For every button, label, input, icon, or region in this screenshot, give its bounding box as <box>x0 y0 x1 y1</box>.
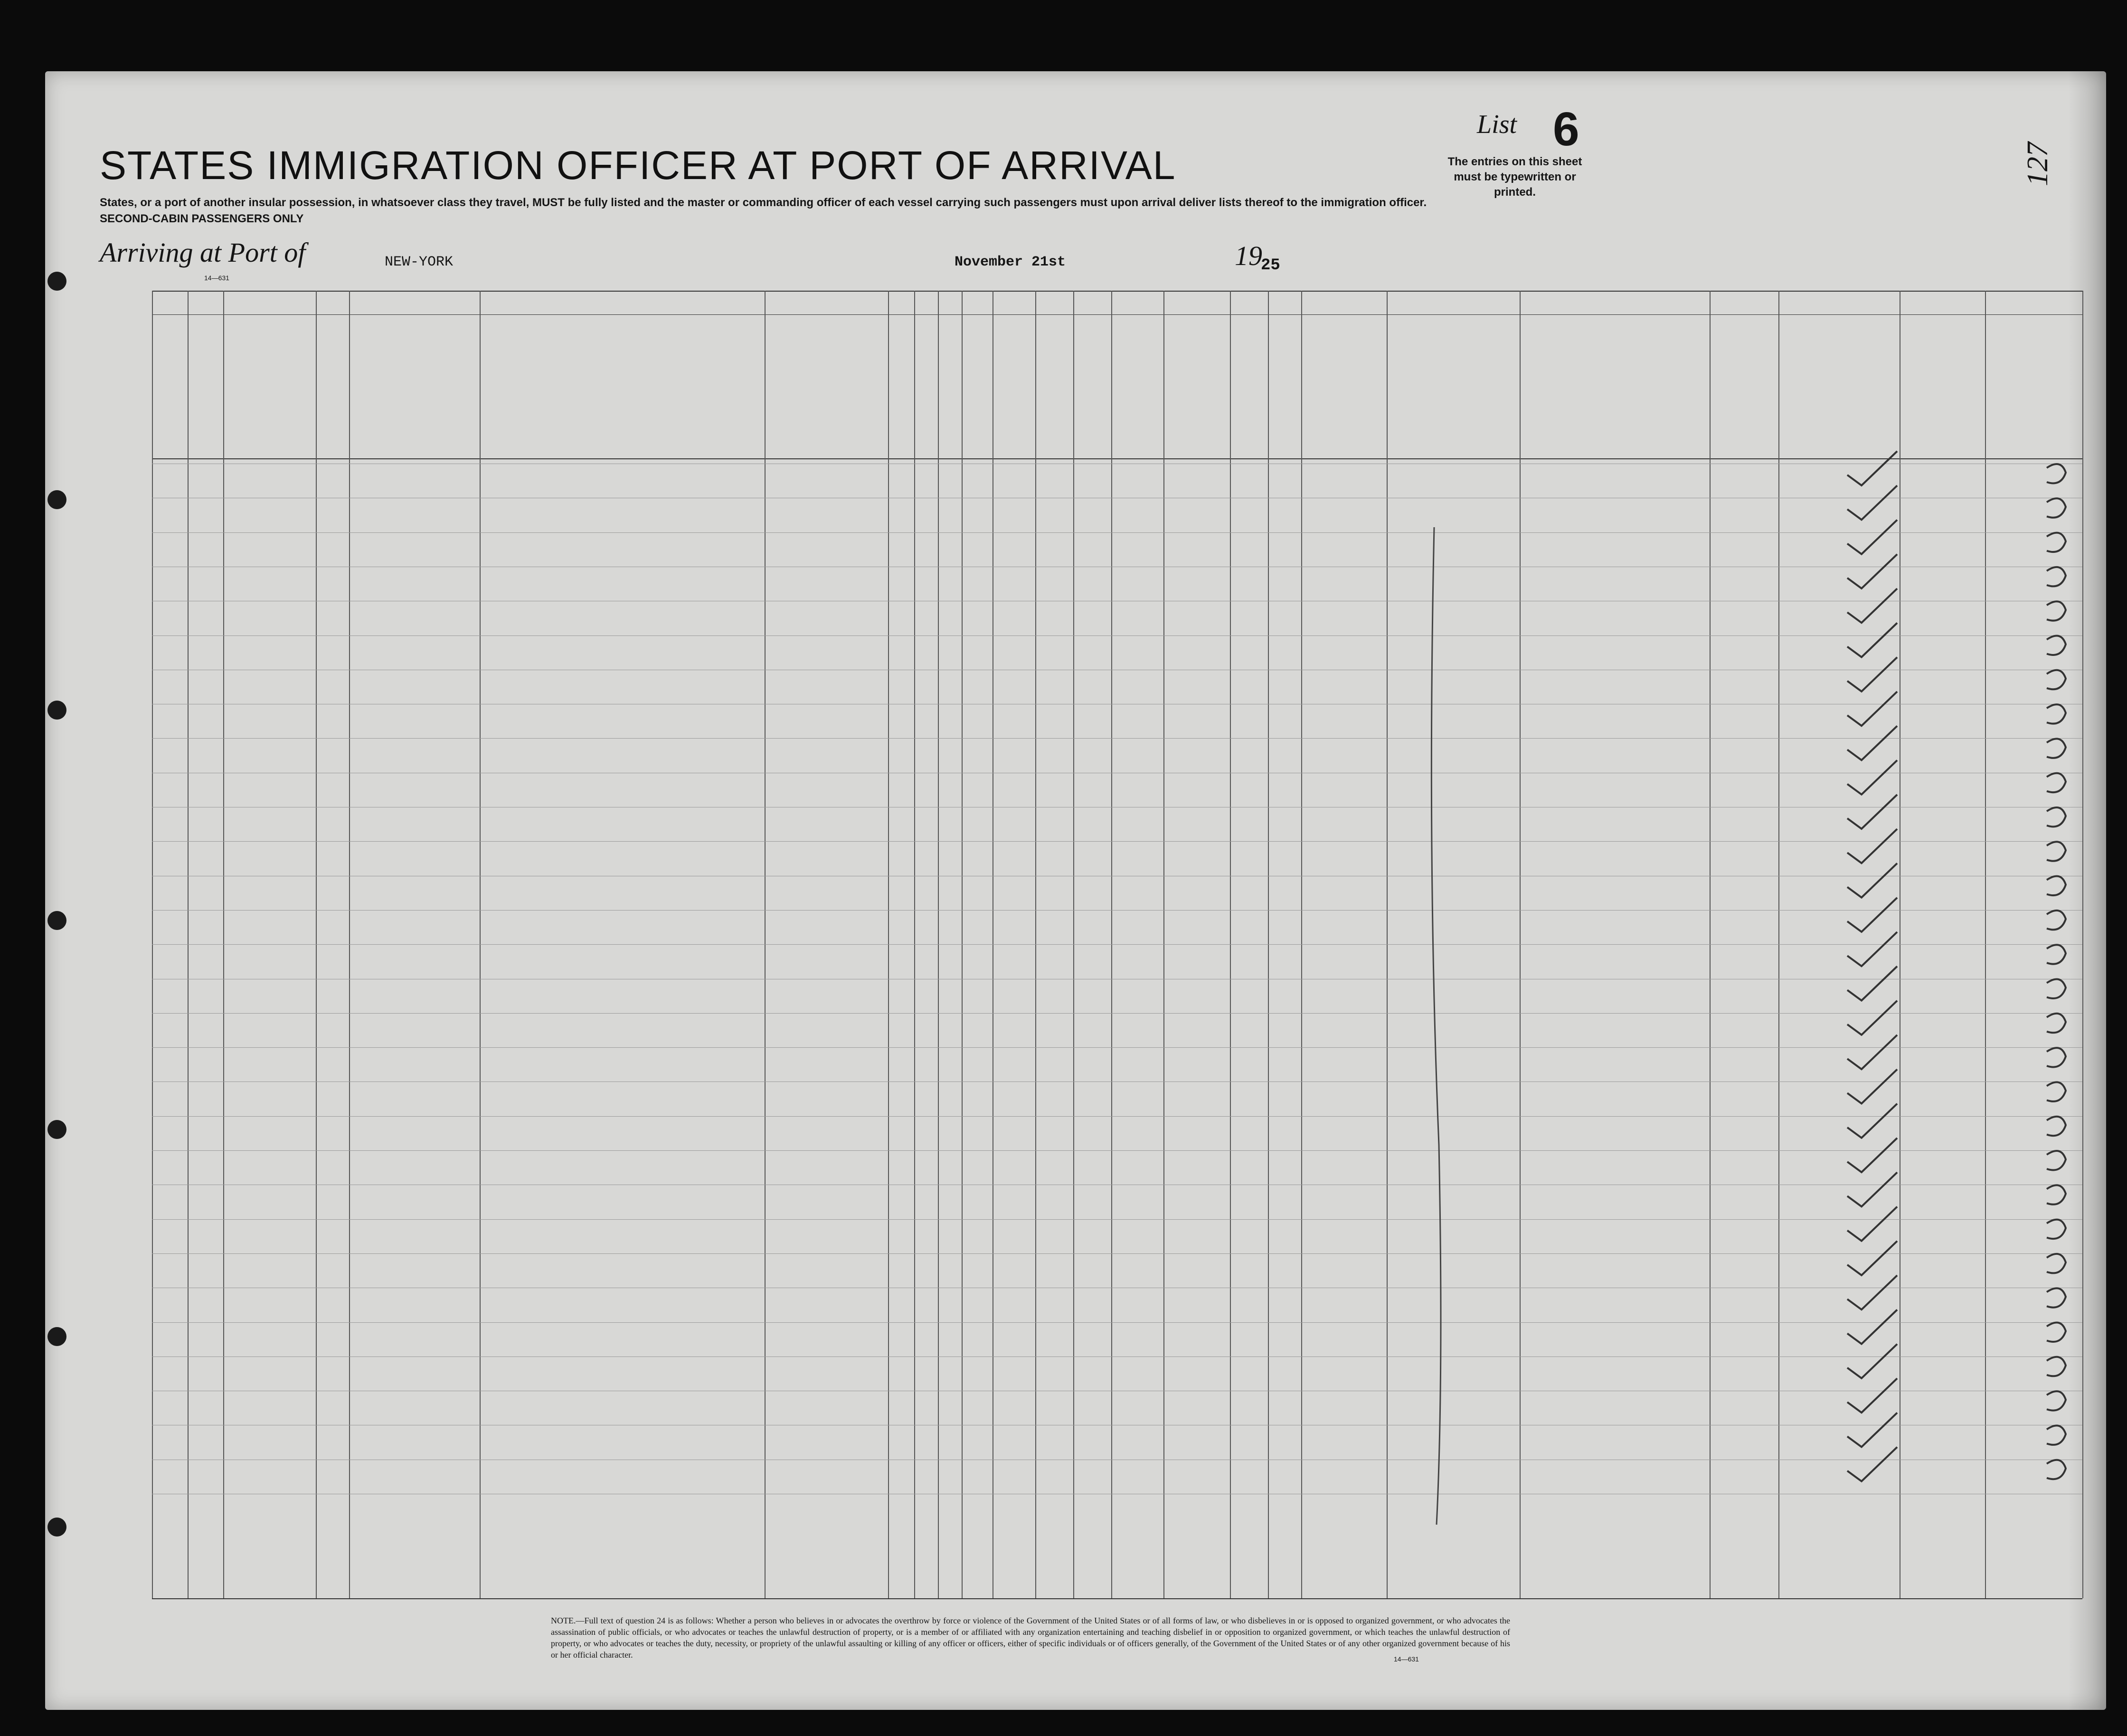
row-rule <box>152 944 2082 945</box>
row-rule <box>152 1322 2082 1323</box>
binder-hole <box>47 701 66 720</box>
footnote: NOTE.—Full text of question 24 is as follows: Whether a person who believes in or advocates the overthrow by force or violence of the Government of the United States or of all forms of law, or who disbelieves in or is opposed to organized government, or who advocates the assassination of public officials, or who advocates or teaches the unlawful destruction of property, or is a member of or affiliated with any organization entertaining and teaching disbelief in or opposition to organized government, or which teaches the unlawful destruction of property, or who advocates or teaches the duty, necessity, or propriety of the unlawful assaulting or killing of any officer or officers, either of specific individuals or of officers generally, of the Government of the United States or of any other organized government because of his or her official character. <box>551 1616 1510 1660</box>
row-rule <box>152 1047 2082 1048</box>
footer-form-number: 14—631 <box>1394 1655 1419 1663</box>
manifest-sheet <box>45 71 2106 1710</box>
binder-hole <box>47 1327 66 1346</box>
column-rule <box>2082 291 2083 1598</box>
row-rule <box>152 1219 2082 1220</box>
page-title: STATES IMMIGRATION OFFICER AT PORT OF ARRIVAL <box>100 143 1176 188</box>
port-value: NEW-YORK <box>385 254 454 270</box>
year-suffix: 25 <box>1261 256 1280 275</box>
form-number: 14—631 <box>204 274 229 282</box>
header-bottom-rule <box>152 458 2082 459</box>
row-rule <box>152 1150 2082 1151</box>
row-rule <box>152 910 2082 911</box>
table-bottom-rule <box>152 1598 2082 1599</box>
row-rule <box>152 738 2082 739</box>
binder-hole <box>47 1518 66 1537</box>
binder-hole <box>47 1120 66 1139</box>
list-number: 6 <box>1553 103 1579 156</box>
binder-hole <box>47 272 66 291</box>
arrival-date: November 21st <box>955 254 1066 270</box>
table-top-rule <box>152 291 2082 292</box>
intro-line: States, or a port of another insular possession, in whatsoever class they travel, MUST be fully listed and the master or commanding officer of each vessel carrying such passengers must upon arrival deliver lists thereof to the immigration officer. <box>100 196 1427 209</box>
row-rule <box>152 1013 2082 1014</box>
page-number-mark: 127 <box>2022 142 2054 186</box>
intro-line-second-cabin: SECOND-CABIN PASSENGERS ONLY <box>100 212 304 225</box>
row-rule <box>152 532 2082 533</box>
row-rule <box>152 841 2082 842</box>
year-prefix: 19 <box>1235 240 1262 271</box>
list-note: The entries on this sheet must be typewritten or printed. <box>1447 155 1582 199</box>
row-rule <box>152 1253 2082 1254</box>
binder-hole <box>47 490 66 509</box>
list-label: List <box>1477 110 1517 139</box>
column-number-rule <box>152 314 2082 315</box>
row-rule <box>152 1116 2082 1117</box>
arriving-label: Arriving at Port of <box>100 237 306 268</box>
intro-text <box>100 195 1524 227</box>
row-rule <box>152 1081 2082 1082</box>
binder-hole <box>47 911 66 930</box>
